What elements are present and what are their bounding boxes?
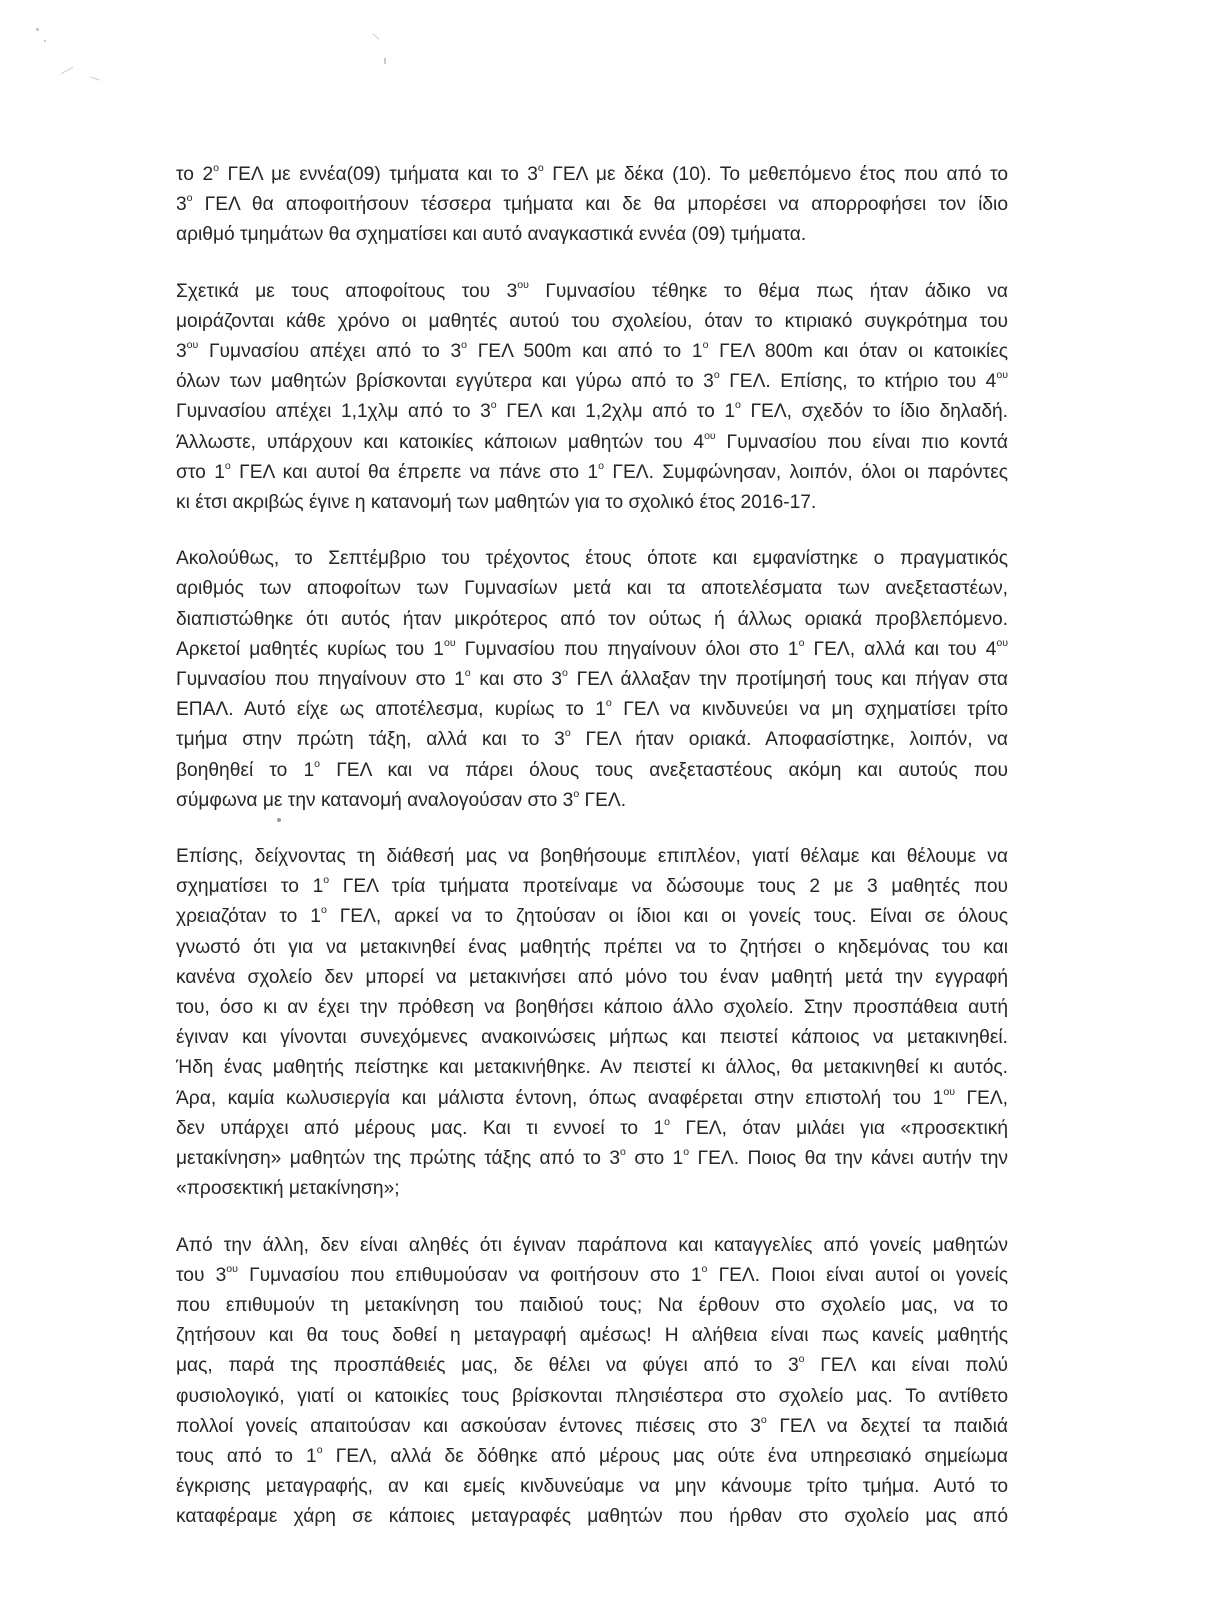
text-segment: ΓΕΛ άλλαξαν την προτίμησή τους και πήγαν στα xyxy=(567,669,1008,691)
ordinal-superscript: ου xyxy=(186,339,199,352)
text-line xyxy=(176,1231,1008,1261)
text-segment: ΓΕΛ ήταν οριακά. Αποφασίστηκε, λοιπόν, να xyxy=(570,729,1009,751)
text-segment: σχηματίσει το 1 xyxy=(176,876,324,898)
text-segment: χρειαζόταν το 1 xyxy=(176,906,321,928)
ordinal-superscript: ου xyxy=(996,636,1009,649)
text-line xyxy=(176,307,1008,337)
ordinal-superscript: ο xyxy=(323,874,330,887)
text-line xyxy=(176,902,1008,932)
text-segment: του 3 xyxy=(176,1264,227,1286)
text-segment: ΕΠΑΛ. Αυτό είχε ως αποτέλεσμα, κυρίως το 1 xyxy=(176,699,606,721)
text-segment: Γυμνασίου που πηγαίνουν στο 1 xyxy=(176,669,465,691)
text-line xyxy=(176,1412,1008,1442)
text-line xyxy=(176,842,1008,872)
text-segment: ΓΕΛ, αρκεί να το ζητούσαν οι ίδιοι και οι γονείς τους. Είναι σε όλους xyxy=(326,906,1009,928)
text-segment: ΓΕΛ, όταν μιλάει για «προσεκτική xyxy=(670,1117,1008,1139)
scan-speck xyxy=(384,58,386,64)
ordinal-superscript: ου xyxy=(996,369,1008,382)
text-segment: διαπιστώθηκε ότι αυτός ήταν μικρότερος από τον ούτως ή άλλως οριακά προβλεπόμενο. xyxy=(176,608,1008,630)
text-line xyxy=(176,993,1008,1023)
text-segment: αριθμός των αποφοίτων των Γυμνασίων μετά και τα αποτελέσματα των ανεξεταστέων, xyxy=(176,578,1008,600)
scan-speck xyxy=(36,28,39,31)
ordinal-superscript: ο xyxy=(224,459,231,472)
text-segment: τμήμα στην πρώτη τάξη, αλλά και το 3 xyxy=(176,729,565,751)
text-line xyxy=(176,1291,1008,1321)
text-segment: Γυμνασίου που επιθυμούσαν να φοιτήσουν στο 1 xyxy=(237,1264,702,1286)
text-segment: και στο 3 xyxy=(470,669,563,691)
text-line xyxy=(176,367,1008,397)
text-line xyxy=(176,458,1008,488)
paragraph xyxy=(176,160,1008,251)
text-segment: Από την άλλη, δεν είναι αληθές ότι έγιναν παράπονα και καταγγελίες από γονείς μαθητών xyxy=(176,1234,1008,1256)
text-line xyxy=(176,872,1008,902)
ordinal-superscript: ου xyxy=(943,1085,955,1098)
ordinal-superscript: ο xyxy=(314,757,321,770)
ordinal-superscript: ου xyxy=(517,278,529,291)
scan-speck xyxy=(44,40,46,42)
text-segment: κανένα σχολείο δεν μπορεί να μετακινήσει από μόνο του έναν μαθητή μετά την εγγραφή xyxy=(176,966,1008,988)
text-line xyxy=(176,695,1008,725)
text-segment: ΓΕΛ 800m και όταν οι κατοικίες xyxy=(708,341,1008,363)
text-line xyxy=(176,160,1008,190)
paragraph xyxy=(176,842,1008,1204)
ordinal-superscript: ο xyxy=(537,162,544,175)
text-line xyxy=(176,1023,1008,1053)
text-line xyxy=(176,1174,1008,1204)
text-segment: σύμφωνα με την κατανομή αναλογούσαν στο 3 xyxy=(176,789,574,811)
paragraph xyxy=(176,1231,1008,1533)
text-segment: ΓΕΛ τρία τμήματα προτείναμε να δώσουμε τους 2 με 3 μαθητές που xyxy=(329,876,1008,898)
ordinal-superscript: ο xyxy=(798,1353,805,1366)
text-line xyxy=(176,635,1008,665)
text-segment: 3 xyxy=(176,341,187,363)
text-segment: ΓΕΛ. Ποιοι είναι αυτοί οι γονείς xyxy=(707,1264,1008,1286)
text-line xyxy=(176,1382,1008,1412)
text-segment: Ήδη ένας μαθητής πείστηκε και μετακινήθηκε. Αν πειστεί κι άλλος, θα μετακινηθεί κι αυτός. xyxy=(176,1057,1008,1079)
ordinal-superscript: ο xyxy=(320,904,327,917)
text-segment: Γυμνασίου που πηγαίνουν όλοι στο 1 xyxy=(455,638,799,660)
text-segment: το 2 xyxy=(176,164,214,185)
text-segment: ΓΕΛ και είναι πολύ xyxy=(804,1355,1008,1377)
text-segment: Αρκετοί μαθητές κυρίως του 1 xyxy=(176,638,444,660)
ordinal-superscript: ο xyxy=(620,1146,626,1159)
text-segment: Σχετικά με τους αποφοίτους του 3 xyxy=(176,280,518,302)
ordinal-superscript: ο xyxy=(464,667,471,680)
text-line xyxy=(176,488,1008,518)
text-segment: 3 xyxy=(176,194,187,216)
scan-speck xyxy=(90,76,100,80)
text-line xyxy=(176,1114,1008,1144)
text-segment: ΓΕΛ. Συμφώνησαν, λοιπόν, όλοι οι παρόντες xyxy=(604,461,1008,483)
text-segment: ΓΕΛ και να πάρει όλους τους ανεξεταστέους ακόμη και αυτούς που xyxy=(320,759,1008,781)
text-line xyxy=(176,1053,1008,1083)
letter-body-text xyxy=(176,160,1008,1533)
ordinal-superscript: ο xyxy=(598,459,605,472)
text-segment: Γυμνασίου απέχει από το 3 xyxy=(198,341,462,363)
text-segment: γνωστό ότι για να μετακινηθεί ένας μαθητής πρέπει να το ζητήσει ο κηδεμόνας του και xyxy=(176,936,1008,958)
text-segment: αριθμό τμημάτων θα σχηματίσει και αυτό αναγκαστικά εννέα (09) τμήματα. xyxy=(176,224,807,246)
text-segment: μας, παρά της προσπάθειές μας, δε θέλει να φύγει από το 3 xyxy=(176,1355,799,1377)
ordinal-superscript: ο xyxy=(562,667,568,680)
text-segment: ΓΕΛ με εννέα(09) τμήματα και το 3 xyxy=(219,164,538,185)
text-line xyxy=(176,605,1008,635)
text-segment: που επιθυμούν τη μετακίνηση του παιδιού τους; Να έρθουν στο σχολείο μας, να το xyxy=(176,1294,1008,1316)
text-line xyxy=(176,220,1008,250)
ordinal-superscript: ο xyxy=(461,339,468,352)
text-segment: βοηθηθεί το 1 xyxy=(176,759,315,781)
paragraph xyxy=(176,544,1008,816)
text-segment: μετακίνηση» μαθητών της πρώτης τάξης από το 3 xyxy=(176,1148,621,1170)
ordinal-superscript: ο xyxy=(664,1115,670,1128)
ordinal-superscript: ο xyxy=(490,399,497,412)
text-line xyxy=(176,665,1008,695)
text-line xyxy=(176,337,1008,367)
text-segment: έγκρισης μεταγραφής, αν και εμείς κινδυνεύαμε να μην κάνουμε τρίτο τμήμα. Αυτό το xyxy=(176,1476,1008,1498)
ordinal-superscript: ου xyxy=(226,1262,238,1275)
text-line xyxy=(176,1442,1008,1472)
ordinal-superscript: ο xyxy=(186,192,193,205)
text-segment: ΓΕΛ, αλλά και του 4 xyxy=(804,638,997,660)
text-segment: ΓΕΛ να δεχτεί τα παιδιά xyxy=(766,1415,1008,1437)
ordinal-superscript: ο xyxy=(316,1443,323,1456)
text-line xyxy=(176,544,1008,574)
text-line xyxy=(176,1351,1008,1381)
text-segment: Γυμνασίου τέθηκε το θέμα πως ήταν άδικο να xyxy=(528,280,1009,302)
text-segment: δεν υπάρχει από μέρους μας. Και τι εννοεί το 1 xyxy=(176,1117,665,1139)
text-segment: ΓΕΛ θα αποφοιτήσουν τέσσερα τμήματα και δε θα μπορέσει να απορροφήσει τον ίδιο xyxy=(192,194,1008,216)
text-segment: Επίσης, δείχνοντας τη διάθεσή μας να βοηθήσουμε επιπλέον, γιατί θέλαμε και θέλουμε να xyxy=(176,846,1008,868)
text-segment: ΓΕΛ, σχεδόν το ίδιο δηλαδή. xyxy=(740,401,1009,423)
text-segment: ΓΕΛ με δέκα (10). Το μεθεπόμενο έτος που από το xyxy=(543,164,1008,185)
text-line xyxy=(176,933,1008,963)
ordinal-superscript: ο xyxy=(798,636,805,649)
text-segment: του, όσο κι αν έχει την πρόθεση να βοηθήσει κάποιο άλλο σχολείο. Στην προσπάθεια αυτή xyxy=(176,997,1008,1019)
text-segment: Ακολούθως, το Σεπτέμβριο του τρέχοντος έτους όποτε και εμφανίστηκε ο πραγματικός xyxy=(176,548,1008,570)
text-line xyxy=(176,725,1008,755)
ordinal-superscript: ου xyxy=(704,429,716,442)
scan-speck xyxy=(373,34,380,40)
text-line xyxy=(176,1472,1008,1502)
text-segment: τους από το 1 xyxy=(176,1445,317,1467)
text-line xyxy=(176,786,1008,816)
text-line xyxy=(176,963,1008,993)
ordinal-superscript: ο xyxy=(713,369,720,382)
text-segment: ΓΕΛ να κινδυνεύει να μη σχηματίσει τρίτο xyxy=(611,699,1008,721)
text-line xyxy=(176,1084,1008,1114)
ordinal-superscript: ο xyxy=(760,1413,767,1426)
text-segment: στο 1 xyxy=(176,461,225,483)
text-segment: ΓΕΛ 500m και από το 1 xyxy=(467,341,703,363)
text-line xyxy=(176,1502,1008,1532)
text-segment: Άρα, καμία κωλυσιεργία και μάλιστα έντονη, όπως αναφέρεται στην επιστολή του 1 xyxy=(176,1087,944,1109)
text-line xyxy=(176,1321,1008,1351)
text-line xyxy=(176,574,1008,604)
text-segment: ΓΕΛ, xyxy=(954,1087,1008,1109)
text-segment: «προσεκτική μετακίνηση»; xyxy=(176,1178,400,1200)
text-segment: ΓΕΛ. Επίσης, το κτήριο του 4 xyxy=(719,371,997,393)
ordinal-superscript: ου xyxy=(443,636,456,649)
text-segment: Γυμνασίου απέχει 1,1χλμ από το 3 xyxy=(176,401,491,423)
text-segment: καταφέραμε χάρη σε κάποιες μεταγραφές μαθητών που ήρθαν στο σχολείο μας από xyxy=(176,1506,1008,1528)
text-segment: πολλοί γονείς απαιτούσαν και ασκούσαν έντονες πιέσεις στο 3 xyxy=(176,1415,761,1437)
text-segment: κι έτσι ακριβώς έγινε η κατανομή των μαθητών για το σχολικό έτος 2016-17. xyxy=(176,492,817,514)
text-segment: μοιράζονται κάθε χρόνο οι μαθητές αυτού του σχολείου, όταν το κτιριακό συγκρότημα του xyxy=(176,310,1008,332)
ordinal-superscript: ο xyxy=(605,697,612,710)
text-line xyxy=(176,190,1008,220)
text-line xyxy=(176,397,1008,427)
ordinal-superscript: ο xyxy=(573,787,580,800)
ordinal-superscript: ο xyxy=(735,399,741,412)
text-line xyxy=(176,428,1008,458)
text-segment: έγιναν και γίνονται συνεχόμενες ανακοινώσεις μήπως και πειστεί κάποιος να μετακινηθεί. xyxy=(176,1027,1008,1049)
text-segment: Γυμνασίου που είναι πιο κοντά xyxy=(715,431,1008,453)
text-segment: ΓΕΛ και 1,2χλμ από το 1 xyxy=(496,401,736,423)
text-line xyxy=(176,756,1008,786)
ordinal-superscript: ο xyxy=(683,1146,690,1159)
text-segment: ζητήσουν και θα τους δοθεί η μεταγραφή αμέσως! Η αλήθεια είναι πως κανείς μαθητής xyxy=(176,1325,1008,1347)
text-segment: Άλλωστε, υπάρχουν και κατοικίες κάποιων μαθητών του 4 xyxy=(176,431,705,453)
scan-speck xyxy=(61,67,74,75)
ordinal-superscript: ο xyxy=(701,1262,708,1275)
text-segment: ΓΕΛ, αλλά δε δόθηκε από μέρους μας ούτε ένα υπηρεσιακό σημείωμα xyxy=(322,1445,1008,1467)
text-line xyxy=(176,1144,1008,1174)
ordinal-superscript: ο xyxy=(213,162,220,175)
paragraph xyxy=(176,277,1008,519)
text-segment: ΓΕΛ και αυτοί θα έπρεπε να πάνε στο 1 xyxy=(230,461,599,483)
ordinal-superscript: ο xyxy=(564,727,571,740)
ordinal-superscript: ο xyxy=(702,339,709,352)
text-line xyxy=(176,277,1008,307)
text-segment: ΓΕΛ. Ποιος θα την κάνει αυτήν την xyxy=(689,1148,1008,1170)
text-segment: ΓΕΛ. xyxy=(579,789,627,811)
text-segment: φυσιολογικό, γιατί οι κατοικίες τους βρίσκονται πλησιέστερα στο σχολείο μας. Το αντίθετο xyxy=(176,1385,1008,1407)
text-line xyxy=(176,1261,1008,1291)
text-segment: στο 1 xyxy=(625,1148,684,1170)
text-segment: όλων των μαθητών βρίσκονται εγγύτερα και γύρω από το 3 xyxy=(176,371,714,393)
